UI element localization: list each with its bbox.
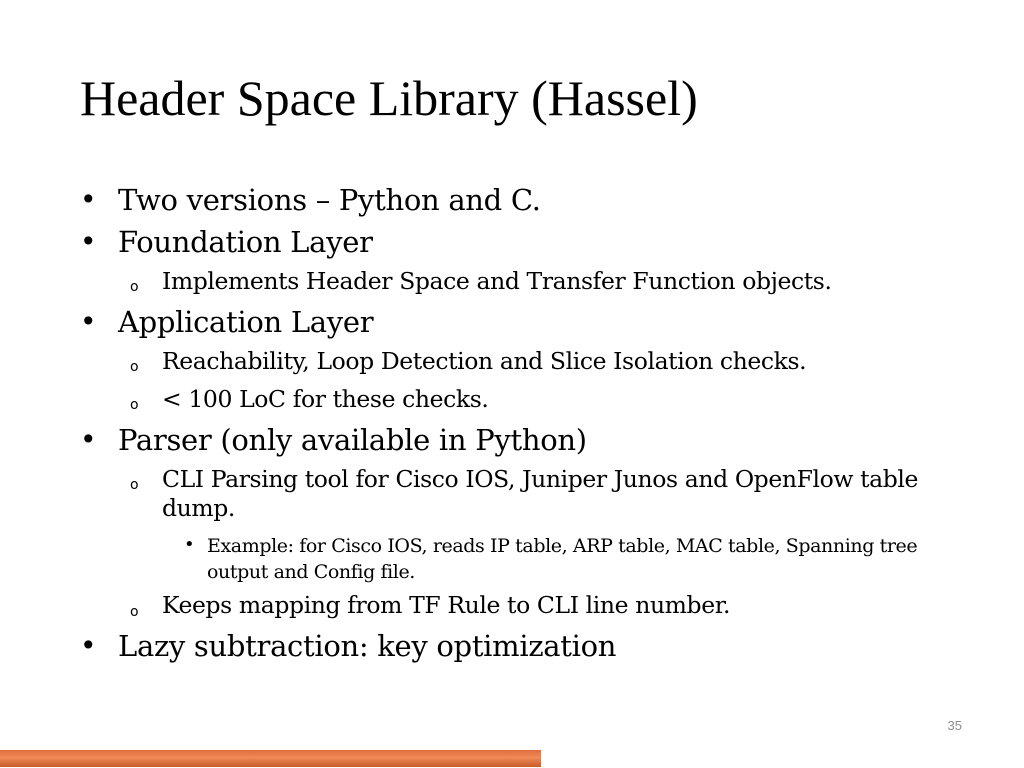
sub-bullet-marker: o [130,477,139,493]
sub-sub-bullet-marker: • [184,534,195,555]
bullet-marker: • [80,225,97,258]
bullet-text: Application Layer [118,305,374,339]
bullet-text: Foundation Layer [118,225,373,259]
bullet-marker: • [80,629,97,662]
sub-bullet-marker: o [130,604,139,620]
bullet-text: Parser (only available in Python) [118,423,587,457]
sub-bullet-marker: o [130,359,139,375]
sub-bullet-text: < 100 LoC for these checks. [162,385,489,413]
page-number: 35 [947,718,962,733]
sub-bullet-marker: o [130,279,139,295]
bullet-marker: • [80,423,97,456]
sub-bullet-text: Reachability, Loop Detection and Slice Isolation checks. [162,347,807,375]
sub-sub-bullet-text: Example: for Cisco IOS, reads IP table, ARP table, MAC table, Spanning tree output and Config file. [207,535,918,583]
bullet-text: Two versions – Python and C. [118,183,541,217]
bullet-marker: • [80,305,97,338]
bullet-marker: • [80,183,97,216]
sub-bullet-marker: o [130,397,139,413]
sub-bullet-text: Implements Header Space and Transfer Function objects. [162,267,832,295]
slide-title: Header Space Library (Hassel) [80,70,698,126]
sub-bullet-text: Keeps mapping from TF Rule to CLI line number. [162,591,731,619]
bullet-text: Lazy subtraction: key optimization [118,629,617,663]
sub-bullet-text: CLI Parsing tool for Cisco IOS, Juniper Junos and OpenFlow table dump. [162,465,919,522]
footer-accent-bar [0,750,541,767]
